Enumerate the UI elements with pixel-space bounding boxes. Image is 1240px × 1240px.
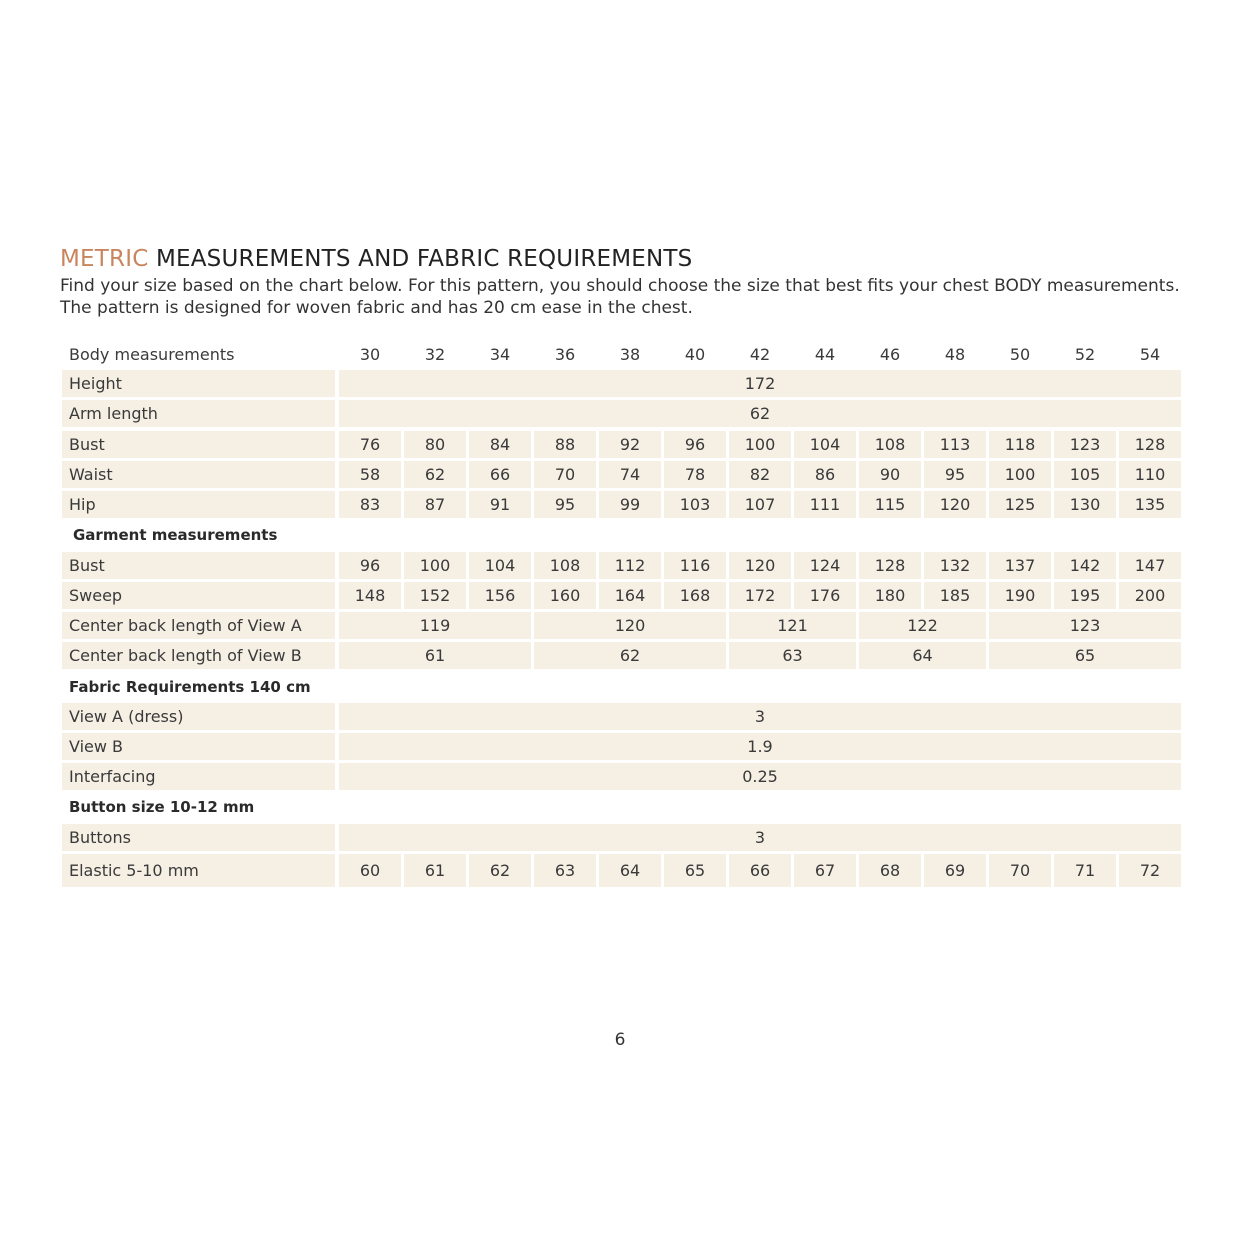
value-cell: 74	[599, 461, 661, 488]
group-value-cell: 64	[859, 642, 986, 669]
value-cell: 80	[404, 431, 466, 458]
group-value-cell: 62	[534, 642, 726, 669]
section-heading: Fabric Requirements 140 cm	[69, 677, 311, 696]
value-cell: 95	[924, 461, 986, 488]
value-cell: 62	[469, 854, 531, 887]
value-cell: 69	[924, 854, 986, 887]
value-cell: 180	[859, 582, 921, 609]
value-cell: 156	[469, 582, 531, 609]
value-cell: 200	[1119, 582, 1181, 609]
value-cell: 66	[729, 854, 791, 887]
merged-value-cell: 62	[339, 400, 1181, 427]
section-heading: Garment measurements	[73, 525, 278, 544]
value-cell: 195	[1054, 582, 1116, 609]
value-cell: 116	[664, 552, 726, 579]
row-label: Height	[62, 370, 335, 397]
row-label: Buttons	[62, 824, 335, 851]
column-header-label: Body measurements	[69, 345, 235, 364]
value-cell: 185	[924, 582, 986, 609]
value-cell: 100	[404, 552, 466, 579]
value-cell: 91	[469, 491, 531, 518]
value-cell: 113	[924, 431, 986, 458]
row-label: View B	[62, 733, 335, 760]
value-cell: 95	[534, 491, 596, 518]
value-cell: 67	[794, 854, 856, 887]
group-value-cell: 122	[859, 612, 986, 639]
group-value-cell: 61	[339, 642, 531, 669]
value-cell: 128	[859, 552, 921, 579]
value-cell: 66	[469, 461, 531, 488]
value-cell: 124	[794, 552, 856, 579]
value-cell: 72	[1119, 854, 1181, 887]
value-cell: 65	[664, 854, 726, 887]
value-cell: 100	[989, 461, 1051, 488]
value-cell: 90	[859, 461, 921, 488]
row-label: Interfacing	[62, 763, 335, 790]
merged-value-cell: 172	[339, 370, 1181, 397]
size-header: 40	[684, 345, 706, 364]
value-cell: 87	[404, 491, 466, 518]
size-header: 34	[489, 345, 511, 364]
value-cell: 123	[1054, 431, 1116, 458]
value-cell: 76	[339, 431, 401, 458]
value-cell: 70	[989, 854, 1051, 887]
intro-text-line-1: Find your size based on the chart below. For this pattern, you should choose the size that best fits your chest BODY measurements.	[60, 276, 1180, 296]
size-header: 48	[944, 345, 966, 364]
value-cell: 118	[989, 431, 1051, 458]
size-header: 38	[619, 345, 641, 364]
value-cell: 60	[339, 854, 401, 887]
value-cell: 160	[534, 582, 596, 609]
value-cell: 68	[859, 854, 921, 887]
intro-text-line-2: The pattern is designed for woven fabric and has 20 cm ease in the chest.	[60, 298, 693, 318]
value-cell: 128	[1119, 431, 1181, 458]
title-accent: METRIC	[60, 246, 149, 272]
value-cell: 111	[794, 491, 856, 518]
value-cell: 112	[599, 552, 661, 579]
value-cell: 88	[534, 431, 596, 458]
merged-value-cell: 3	[339, 703, 1181, 730]
merged-value-cell: 0.25	[339, 763, 1181, 790]
row-label: Center back length of View A	[62, 612, 335, 639]
size-header: 46	[879, 345, 901, 364]
value-cell: 86	[794, 461, 856, 488]
value-cell: 176	[794, 582, 856, 609]
value-cell: 99	[599, 491, 661, 518]
size-header: 54	[1139, 345, 1161, 364]
size-header: 52	[1074, 345, 1096, 364]
row-label: Arm length	[62, 400, 335, 427]
value-cell: 115	[859, 491, 921, 518]
value-cell: 108	[534, 552, 596, 579]
page-number: 6	[614, 1030, 626, 1050]
section-heading: Button size 10-12 mm	[69, 797, 255, 816]
group-value-cell: 121	[729, 612, 856, 639]
value-cell: 168	[664, 582, 726, 609]
row-label: Center back length of View B	[62, 642, 335, 669]
value-cell: 152	[404, 582, 466, 609]
group-value-cell: 63	[729, 642, 856, 669]
value-cell: 110	[1119, 461, 1181, 488]
title-main: MEASUREMENTS AND FABRIC REQUIREMENTS	[155, 246, 693, 272]
value-cell: 96	[339, 552, 401, 579]
value-cell: 63	[534, 854, 596, 887]
value-cell: 135	[1119, 491, 1181, 518]
size-header: 32	[424, 345, 446, 364]
row-label: View A (dress)	[62, 703, 335, 730]
group-value-cell: 65	[989, 642, 1181, 669]
value-cell: 148	[339, 582, 401, 609]
row-label: Sweep	[62, 582, 335, 609]
value-cell: 100	[729, 431, 791, 458]
value-cell: 62	[404, 461, 466, 488]
value-cell: 190	[989, 582, 1051, 609]
value-cell: 108	[859, 431, 921, 458]
value-cell: 172	[729, 582, 791, 609]
value-cell: 64	[599, 854, 661, 887]
value-cell: 107	[729, 491, 791, 518]
row-label: Hip	[62, 491, 335, 518]
value-cell: 103	[664, 491, 726, 518]
group-value-cell: 123	[989, 612, 1181, 639]
merged-value-cell: 3	[339, 824, 1181, 851]
value-cell: 104	[794, 431, 856, 458]
merged-value-cell: 1.9	[339, 733, 1181, 760]
row-label: Bust	[62, 552, 335, 579]
group-value-cell: 120	[534, 612, 726, 639]
value-cell: 164	[599, 582, 661, 609]
value-cell: 96	[664, 431, 726, 458]
size-header: 44	[814, 345, 836, 364]
value-cell: 125	[989, 491, 1051, 518]
value-cell: 82	[729, 461, 791, 488]
value-cell: 70	[534, 461, 596, 488]
value-cell: 104	[469, 552, 531, 579]
value-cell: 78	[664, 461, 726, 488]
value-cell: 130	[1054, 491, 1116, 518]
value-cell: 83	[339, 491, 401, 518]
value-cell: 58	[339, 461, 401, 488]
value-cell: 132	[924, 552, 986, 579]
group-value-cell: 119	[339, 612, 531, 639]
size-header: 42	[749, 345, 771, 364]
value-cell: 137	[989, 552, 1051, 579]
size-header: 50	[1009, 345, 1031, 364]
value-cell: 61	[404, 854, 466, 887]
row-label: Elastic 5-10 mm	[62, 854, 335, 887]
row-label: Waist	[62, 461, 335, 488]
value-cell: 142	[1054, 552, 1116, 579]
size-header: 30	[359, 345, 381, 364]
value-cell: 92	[599, 431, 661, 458]
size-header: 36	[554, 345, 576, 364]
value-cell: 147	[1119, 552, 1181, 579]
value-cell: 120	[729, 552, 791, 579]
value-cell: 105	[1054, 461, 1116, 488]
value-cell: 120	[924, 491, 986, 518]
value-cell: 71	[1054, 854, 1116, 887]
value-cell: 84	[469, 431, 531, 458]
row-label: Bust	[62, 431, 335, 458]
